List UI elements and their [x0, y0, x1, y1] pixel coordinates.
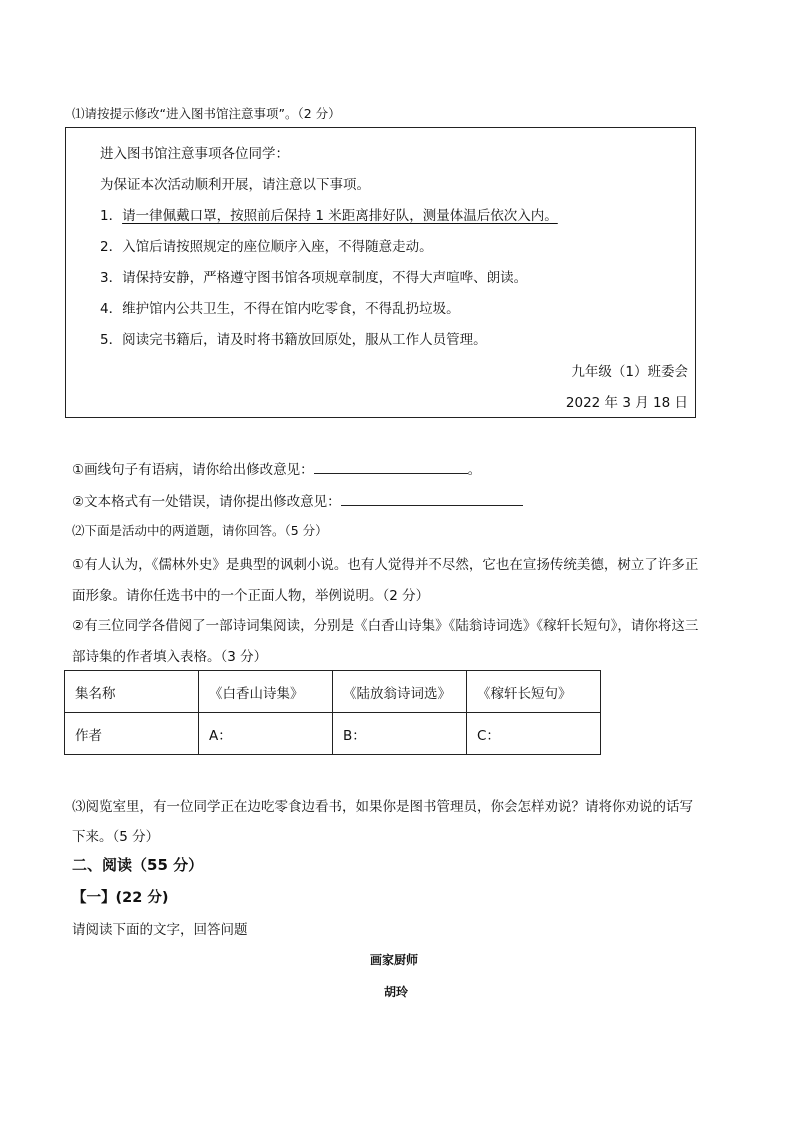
q1-sub1-end: 。 [467, 462, 482, 478]
q1-sub2 [72, 490, 523, 510]
notice-item-text: 维护馆内公共卫生，不得在馆内吃零食，不得乱扔垃圾。 [122, 301, 460, 317]
table-row [65, 713, 601, 755]
notice-date: 2022 年 3 月 18 日 [565, 395, 688, 411]
q1-sub2-label: ②文本格式有一处错误，请你提出修改意见： [72, 494, 341, 510]
underlined-sentence: 请一律佩戴口罩，按照前后保持 1 米距离排好队，测量体温后依次入内。 [122, 208, 558, 224]
author-table [64, 670, 601, 755]
article-title: 画家厨师 [370, 953, 419, 967]
notice-lead: 为保证本次活动顺利开展，请注意以下事项。 [100, 177, 370, 193]
part-heading: 【一】(22 分) [72, 890, 169, 906]
notice-item-number: 1． [100, 208, 123, 224]
notice-title: 进入图书馆注意事项各位同学： [100, 146, 289, 162]
q2-sub1-line1: ①有人认为，《儒林外史》是典型的讽刺小说。也有人觉得并不尽然，它也在宣扬传统美德，树立了许多正 [72, 557, 699, 573]
table-book-cell: 《稼轩长短句》 [467, 671, 601, 713]
q1-sub1-label: ①画线句子有语病，请你给出修改意见： [72, 462, 314, 478]
notice-item-number: 2． [100, 239, 123, 255]
notice-item-text: 入馆后请按照规定的座位顺序入座，不得随意走动。 [122, 239, 433, 255]
q2-intro: ⑵下面是活动中的两道题，请你回答。（5 分） [72, 523, 328, 538]
q1-sub1 [72, 458, 481, 478]
notice-signature: 九年级（1）班委会 [571, 364, 688, 380]
notice-item [100, 328, 487, 348]
notice-item-text: 请保持安静，严格遵守图书馆各项规章制度，不得大声喧哗、朗读。 [122, 270, 528, 286]
table-book-cell: 《白香山诗集》 [199, 671, 333, 713]
notice-box [65, 127, 696, 418]
q2-sub1-line2: 面形象。请你任选书中的一个正面人物，举例说明。（2 分） [72, 588, 430, 604]
notice-item-number: 5． [100, 332, 123, 348]
table-row-label: 作者 [65, 713, 199, 755]
table-header-cell: 集名称 [65, 671, 199, 713]
q1-intro: ⑴请按提示修改“进入图书馆注意事项”。（2 分） [72, 106, 341, 121]
answer-blank[interactable] [314, 460, 468, 474]
notice-item-number: 3． [100, 270, 123, 286]
q2-sub2-line2: 部诗集的作者填入表格。（3 分） [72, 649, 268, 665]
notice-item-number: 4． [100, 301, 123, 317]
q3-line1: ⑶阅览室里，有一位同学正在边吃零食边看书，如果你是图书管理员，你会怎样劝说？请将你劝说的话写 [72, 799, 693, 815]
section-heading: 二、阅读（55 分） [72, 856, 204, 874]
notice-item-text: 阅读完书籍后，请及时将书籍放回原处，服从工作人员管理。 [122, 332, 487, 348]
table-answer-cell[interactable]: A： [199, 713, 333, 755]
table-answer-cell[interactable]: C： [467, 713, 601, 755]
notice-item [100, 297, 460, 317]
table-row [65, 671, 601, 713]
article-author: 胡玲 [384, 985, 409, 999]
table-book-cell: 《陆放翁诗词选》 [333, 671, 467, 713]
answer-blank[interactable] [341, 492, 523, 506]
q3-line2: 下来。（5 分） [72, 829, 160, 845]
q2-sub2-line1: ②有三位同学各借阅了一部诗词集阅读，分别是《白香山诗集》《陆翁诗词选》《稼轩长短句》，请你将这三 [72, 618, 699, 634]
notice-item [100, 235, 433, 255]
notice-item [100, 266, 527, 286]
reading-instruction: 请阅读下面的文字，回答问题 [72, 922, 248, 938]
table-answer-cell[interactable]: B： [333, 713, 467, 755]
notice-item [100, 204, 558, 224]
